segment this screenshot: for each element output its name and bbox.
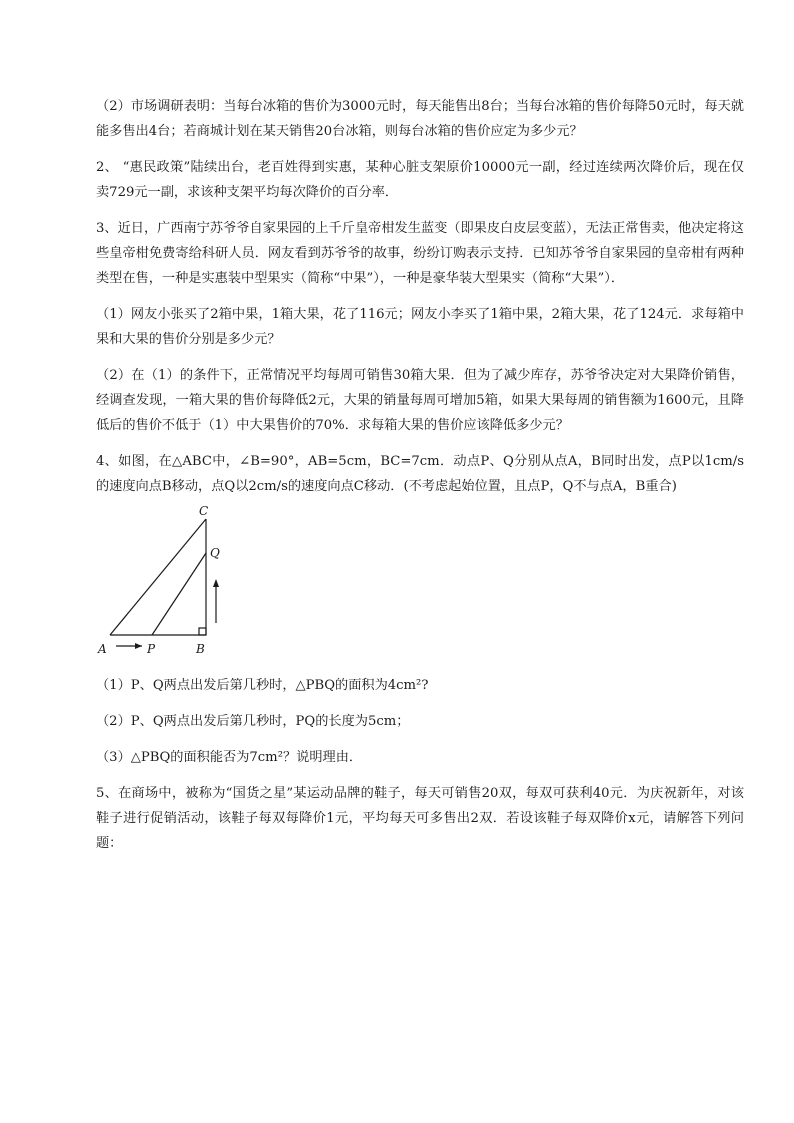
segment-ac [110, 519, 206, 635]
right-angle-mark [199, 628, 206, 635]
triangle-figure [96, 503, 256, 663]
paragraph-q3: 3、近日，广西南宁苏爷爷自家果园的上千斤皇帝柑发生蓝变（即果皮白皮层变蓝），无法正常售卖，他决定将这些皇帝柑免费寄给科研人员．网友看到苏爷爷的故事，纷纷订购表示支持．已知苏爷爷自家果园的皇帝柑有两种类型在售，一种是实惠装中型果实（简称“中果”），一种是豪华装大型果实（简称“大果”）． [96, 221, 744, 286]
question-4-3: （3）△PBQ的面积能否为7cm²？说明理由． [96, 750, 363, 765]
paragraph-q5: 5、在商场中，被称为“国货之星”某运动品牌的鞋子，每天可销售20双，每双可获利40元．为庆祝新年，对该鞋子进行促销活动，该鞋子每双每降价1元，平均每天可多售出2双．若设该鞋子每双降价x元，请解答下列问题： [96, 786, 744, 851]
question-4-1: （1）P、Q两点出发后第几秒时，△PBQ的面积为4cm²? [96, 678, 429, 693]
paragraph-q2: 2、 “惠民政策”陆续出台，老百姓得到实惠，某种心脏支架原价10000元一副，经过连续两次降价后，现在仅卖729元一副，求该种支架平均每次降价的百分率． [96, 160, 744, 200]
segment-pq [152, 553, 206, 635]
label-p: P [147, 642, 156, 656]
question-4-2: （2）P、Q两点出发后第几秒时，PQ的长度为5cm； [96, 714, 410, 729]
paragraph-q1-part2: （2）市场调研表明：当每台冰箱的售价为3000元时，每天能售出8台；当每台冰箱的售价每降50元时，每天就能多售出4台；若商城计划在某天销售20台冰箱，则每台冰箱的售价应定为多少元？ [96, 99, 744, 139]
paragraph-q3-part1: （1）网友小张买了2箱中果，1箱大果，花了116元；网友小李买了1箱中果，2箱大果，花了124元．求每箱中果和大果的售价分别是多少元？ [96, 307, 744, 347]
paragraph-q4: 4、如图，在△ABC中，∠B=90°，AB=5cm，BC=7cm．动点P、Q分别从点A，B同时出发，点P以1cm/s的速度向点B移动，点Q以2cm/s的速度向点C移动．(不考虑起始位置，且点P，Q不与点A，B重合) [96, 454, 744, 494]
triangle-diagram [96, 503, 256, 663]
arrow-q-head [213, 579, 219, 587]
label-q: Q [210, 546, 220, 560]
arrow-p-head [135, 643, 142, 649]
document-page [96, 94, 744, 856]
label-c: C [199, 504, 209, 518]
label-a: A [98, 642, 107, 656]
label-b: B [196, 642, 205, 656]
paragraph-q3-part2: （2）在（1）的条件下，正常情况平均每周可销售30箱大果．但为了减少库存，苏爷爷决定对大果降价销售，经调查发现，一箱大果的售价每降低2元，大果的销量每周可增加5箱，如果大果每周的销售额为1600元，且降低后的售价不低于（1）中大果售价的70%．求每箱大果的售价应该降低多少元？ [96, 368, 744, 433]
